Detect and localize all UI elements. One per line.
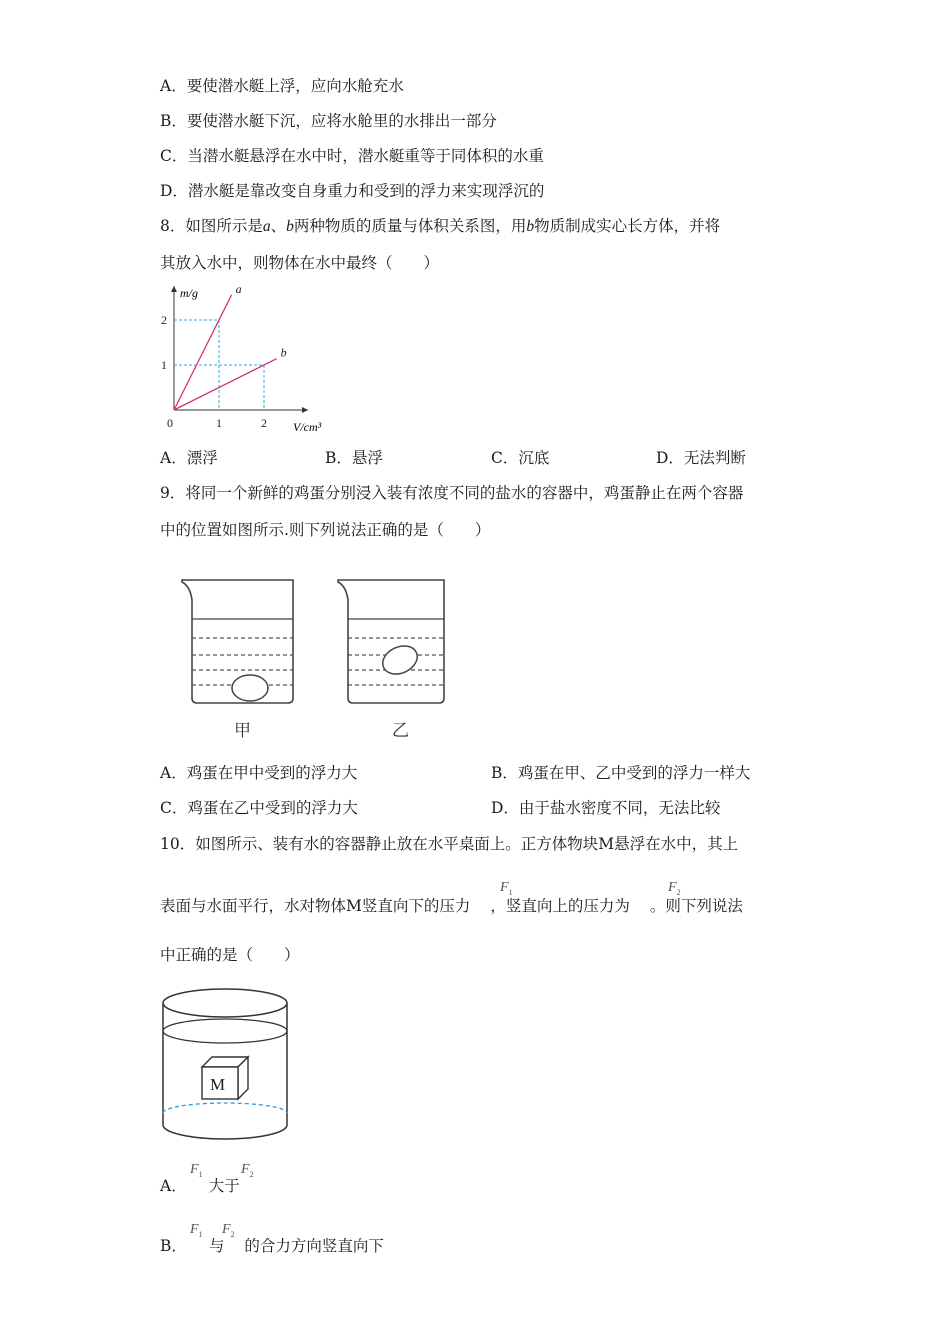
q9-option-a: A．鸡蛋在甲中受到的浮力大 xyxy=(160,764,358,782)
series-label-b: b xyxy=(280,345,287,360)
q10-option-b: B． 与 的合力方向竖直向下 xyxy=(160,1237,384,1255)
label-yi: 乙 xyxy=(392,721,409,740)
q8-option-c: C．沉底 xyxy=(491,449,550,467)
q10-stem-line3: 中正确的是（ ） xyxy=(160,946,300,964)
q7-option-b: B．要使潜水艇下沉，应将水舱里的水排出一部分 xyxy=(160,112,497,130)
q10-stem-line1: 10．如图所示、装有水的容器静止放在水平桌面上。正方体物块M悬浮在水中，其上 xyxy=(160,835,739,853)
q8-stem-line1: 8．如图所示是a、b两种物质的质量与体积关系图，用b物质制成实心长方体，并将 xyxy=(160,217,721,235)
series-line-b xyxy=(174,359,277,410)
f2-symbol-b: $F_2$ xyxy=(222,1222,235,1239)
q7-option-c: C．当潜水艇悬浮在水中时，潜水艇重等于同体积的水重 xyxy=(160,147,544,165)
q10-option-a: A． 大于 xyxy=(160,1177,240,1195)
q7-option-a: A．要使潜水艇上浮，应向水舱充水 xyxy=(160,77,404,95)
y-axis-label: m/g xyxy=(180,286,198,300)
q7-option-d: D．潜水艇是靠改变自身重力和受到的浮力来实现浮沉的 xyxy=(160,182,545,200)
x-tick-label: 2 xyxy=(261,416,267,430)
f1-symbol-b: $F_1$ xyxy=(190,1222,203,1239)
x-tick-label: 0 xyxy=(167,416,173,430)
x-axis-label: V/cm³ xyxy=(293,420,322,434)
substance-b-ref: b xyxy=(526,218,535,235)
beaker-jia xyxy=(182,580,293,703)
y-tick-label: 1 xyxy=(161,358,167,372)
mass-volume-chart xyxy=(150,280,350,440)
q8-option-b: B．悬浮 xyxy=(325,449,383,467)
substance-b: b xyxy=(286,218,294,235)
q9-stem-line2: 中的位置如图所示.则下列说法正确的是（ ） xyxy=(160,521,491,539)
q9-stem-line1: 9．将同一个新鲜的鸡蛋分别浸入装有浓度不同的盐水的容器中，鸡蛋静止在两个容器 xyxy=(160,484,744,502)
y-tick-label: 2 xyxy=(161,313,167,327)
label-jia: 甲 xyxy=(234,721,251,740)
beakers-figure xyxy=(170,570,460,750)
q9-option-c: C．鸡蛋在乙中受到的浮力大 xyxy=(160,799,358,817)
beaker-yi xyxy=(338,580,444,703)
f2-symbol-a: $F_2$ xyxy=(241,1162,254,1179)
series-label-a: a xyxy=(235,281,242,296)
svg-text:M: M xyxy=(210,1075,226,1094)
q8-option-a: A．漂浮 xyxy=(160,449,218,467)
egg-jia xyxy=(232,675,268,701)
container-figure xyxy=(158,985,298,1145)
f2-symbol: $F_2$ xyxy=(668,880,681,897)
q8-option-d: D．无法判断 xyxy=(656,449,746,467)
f1-symbol-a: $F_1$ xyxy=(190,1162,203,1179)
q8-stem-line2: 其放入水中，则物体在水中最终（ ） xyxy=(160,254,440,272)
x-tick-label: 1 xyxy=(216,416,222,430)
egg-yi xyxy=(378,641,422,680)
q10-stem-line2: 表面与水面平行，水对物体M竖直向下的压力 ，竖直向上的压力为 。则下列说法 xyxy=(160,897,743,915)
substance-a: a xyxy=(262,218,271,235)
f1-symbol: $F_1$ xyxy=(500,880,513,897)
q9-option-d: D．由于盐水密度不同，无法比较 xyxy=(491,799,721,817)
q9-option-b: B．鸡蛋在甲、乙中受到的浮力一样大 xyxy=(491,764,751,782)
series-line-a xyxy=(174,295,232,410)
cube-m xyxy=(202,1057,248,1099)
